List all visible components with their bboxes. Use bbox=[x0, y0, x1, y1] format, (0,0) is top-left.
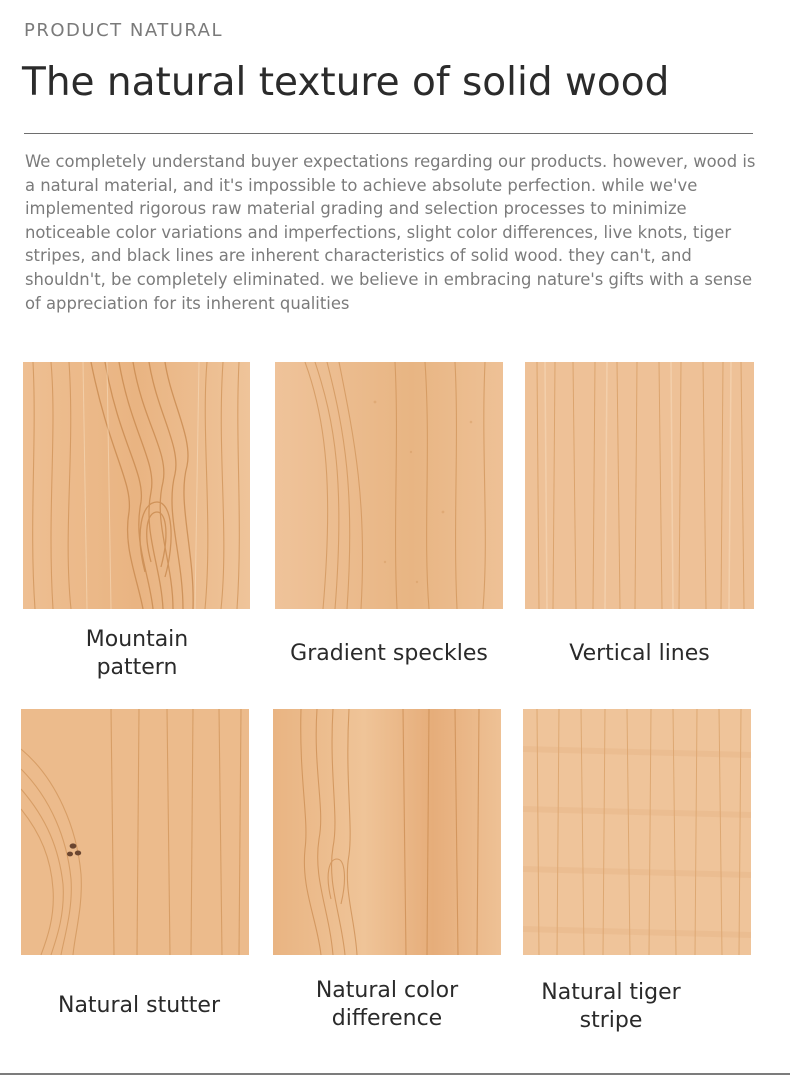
wood-swatch-vertical-lines bbox=[525, 362, 754, 609]
wood-texture-image bbox=[523, 709, 751, 955]
bottom-divider bbox=[0, 1073, 790, 1075]
wood-texture-image bbox=[21, 709, 249, 955]
sample-label-natural-tiger-stripe: Natural tiger stripe bbox=[541, 980, 681, 1033]
page-title: The natural texture of solid wood bbox=[22, 60, 670, 105]
sample-label-natural-stutter: Natural stutter bbox=[57, 993, 220, 1018]
wood-texture-image bbox=[275, 362, 503, 609]
wood-swatch-natural-color-difference bbox=[273, 709, 501, 955]
wood-swatch-natural-tiger-stripe bbox=[523, 709, 751, 955]
sample-label-mountain-pattern: Mountain pattern bbox=[85, 627, 189, 680]
sample-label-natural-color-difference: Natural color difference bbox=[315, 978, 459, 1031]
section-eyebrow: PRODUCT NATURAL bbox=[24, 20, 224, 41]
wood-texture-image bbox=[273, 709, 501, 955]
sample-label-vertical-lines: Vertical lines bbox=[569, 641, 710, 666]
wood-texture-image bbox=[23, 362, 250, 609]
wood-swatch-mountain-pattern bbox=[23, 362, 250, 609]
intro-paragraph: We completely understand buyer expectations regarding our products. however, wood is a natural material, and it's impossible to achieve absolute perfection. while we've implemented rigorous raw material grading and selection processes to minimize noticeable color variations and imperfections, slight color differences, live knots, tiger stripes, and black lines are inherent characteristics of solid wood. they can't, and shouldn't, be completely eliminated. we believe in embracing nature's gifts with a sense of appreciation for its inherent qualities bbox=[25, 152, 756, 313]
sample-label-gradient-speckles: Gradient speckles bbox=[290, 641, 488, 666]
wood-swatch-natural-stutter bbox=[21, 709, 249, 955]
wood-texture-image bbox=[525, 362, 754, 609]
wood-swatch-gradient-speckles bbox=[275, 362, 503, 609]
title-divider bbox=[24, 133, 753, 134]
